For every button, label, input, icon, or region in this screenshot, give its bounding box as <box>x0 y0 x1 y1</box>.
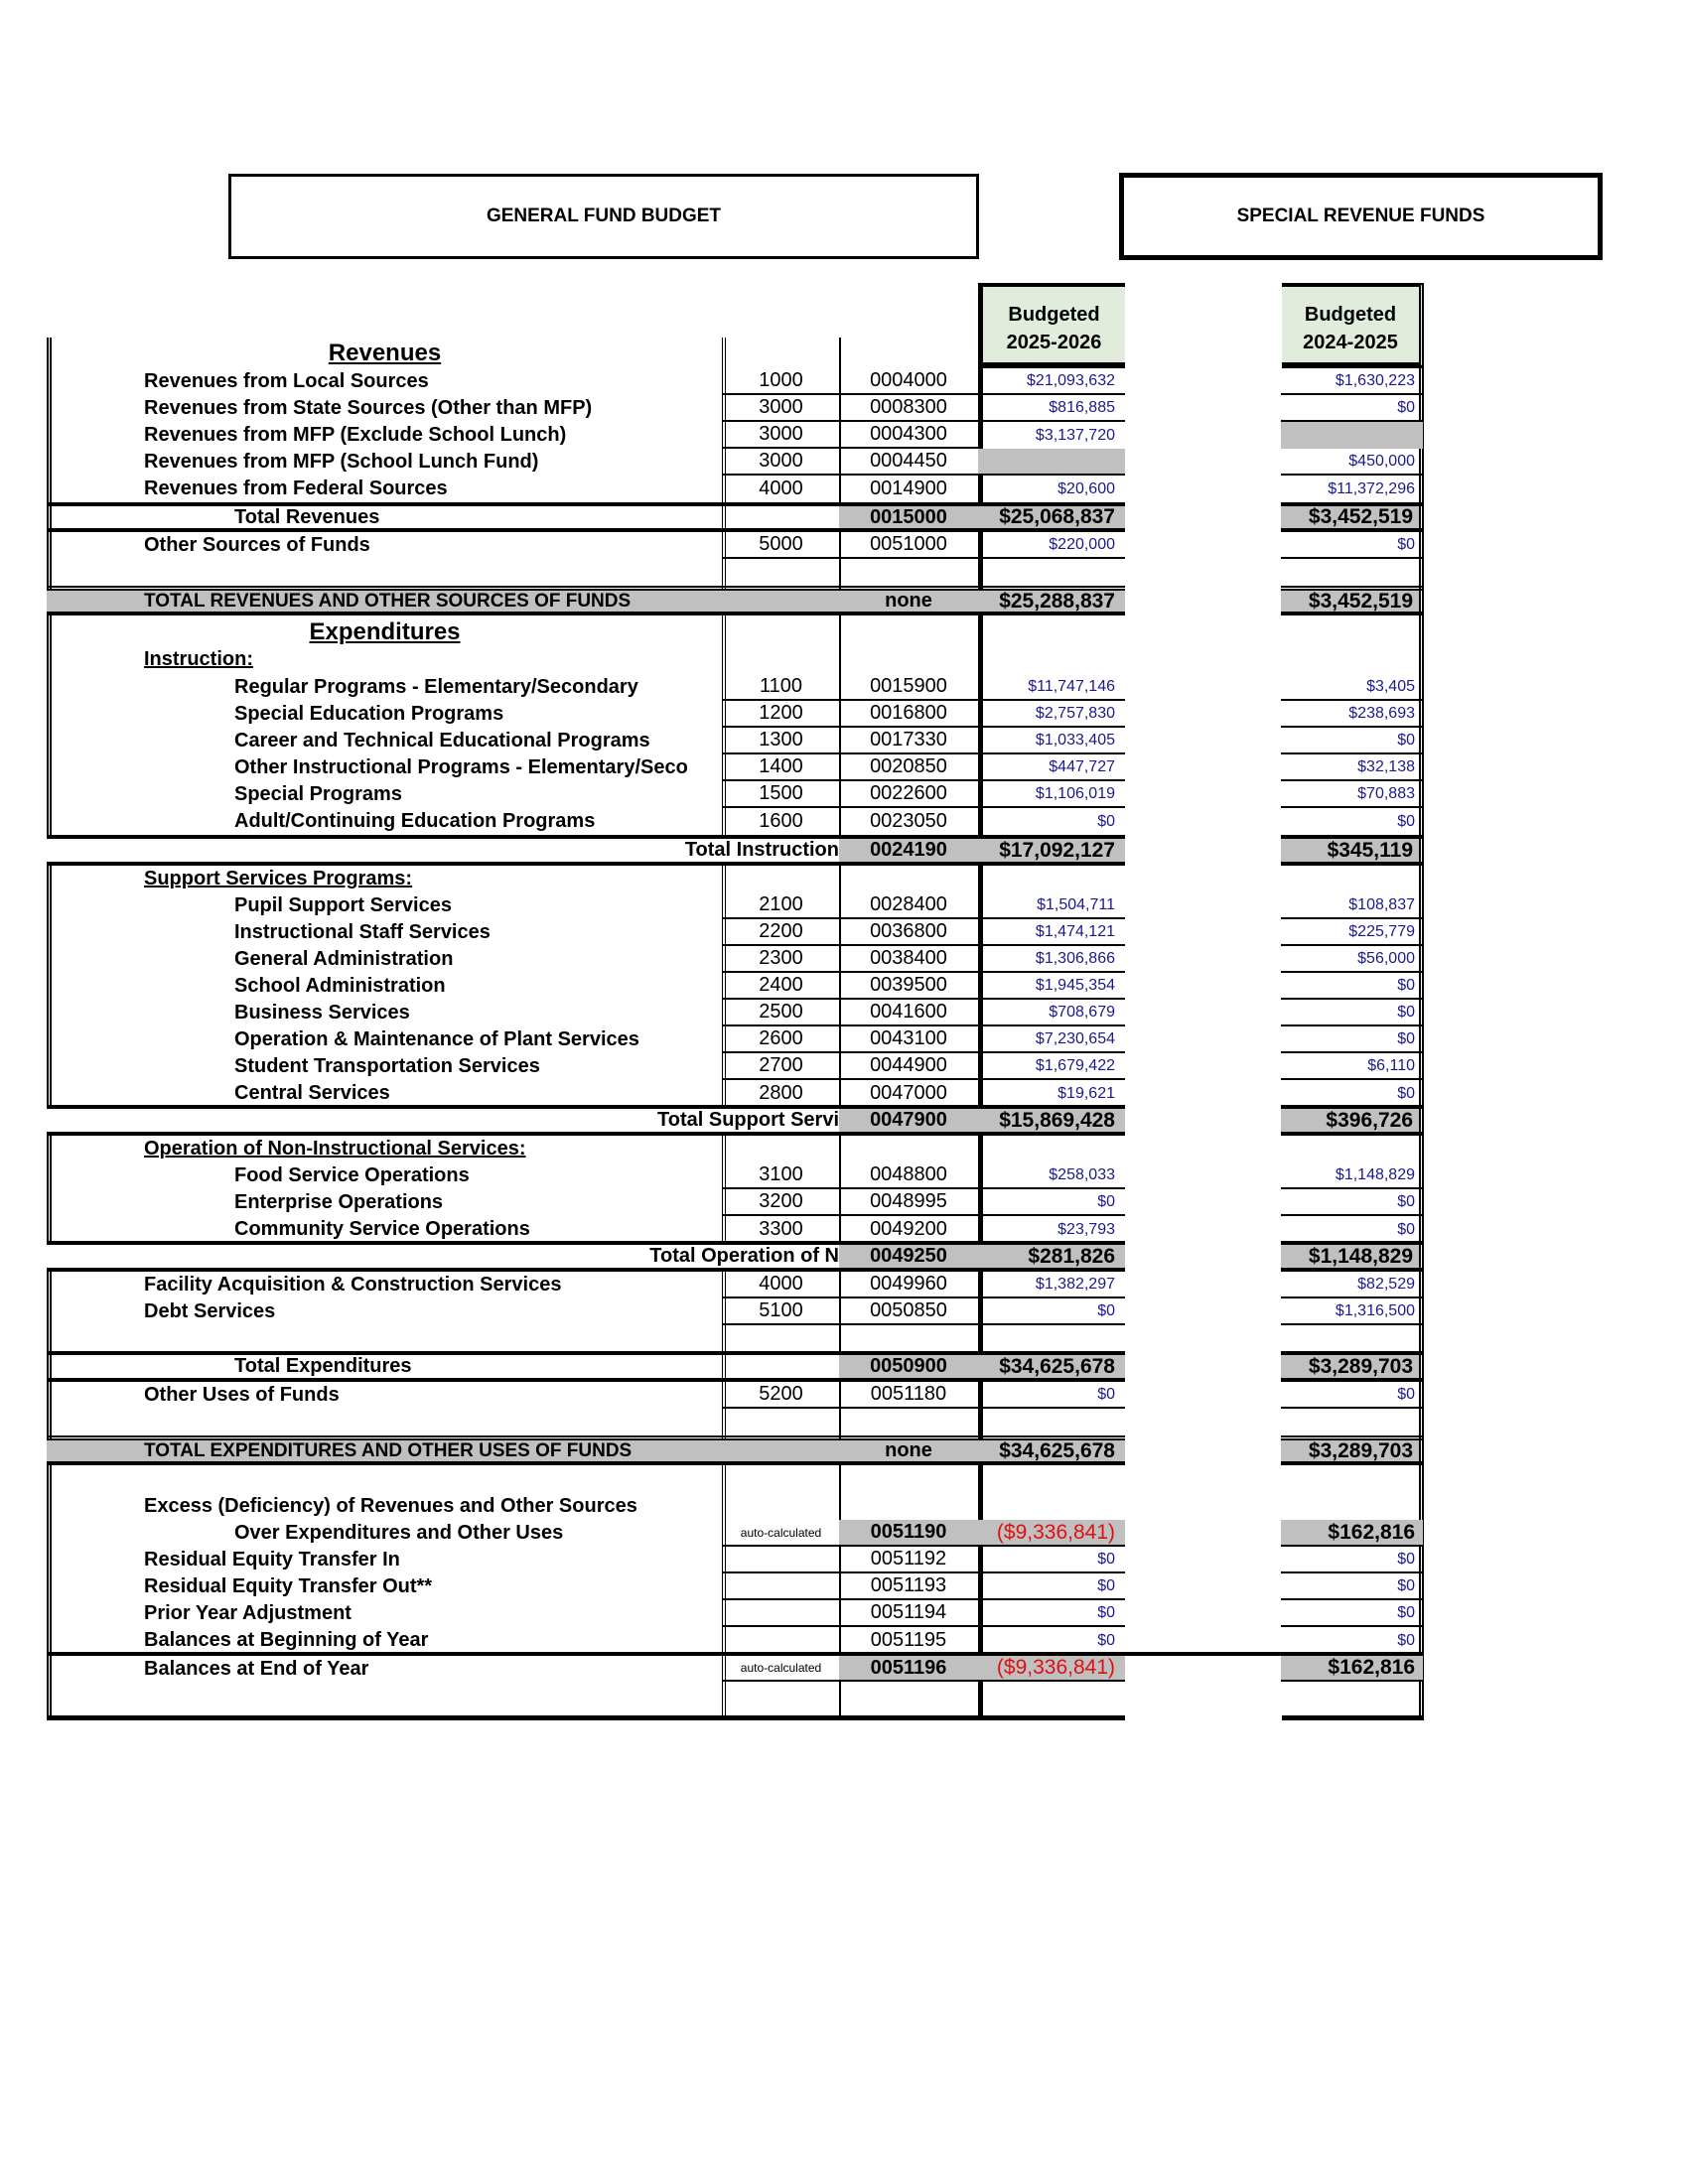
gf-amount[interactable]: $1,306,866 <box>978 946 1125 973</box>
special-revenue-funds-title: SPECIAL REVENUE FUNDS <box>1119 173 1603 260</box>
gf-total: ($9,336,841) <box>978 1520 1125 1547</box>
sr-total: $3,452,519 <box>1281 591 1419 612</box>
total-expenditures-row <box>47 1351 1125 1382</box>
gf-amount[interactable]: $447,727 <box>978 754 1125 781</box>
noninstructional-row <box>47 1216 1423 1243</box>
fund-code <box>723 1600 839 1627</box>
revenue-row <box>47 449 1423 476</box>
gf-amount[interactable]: $708,679 <box>978 1000 1125 1026</box>
support-row <box>47 973 1423 1000</box>
fund-code: 4000 <box>723 1272 839 1298</box>
sr-amount[interactable]: $1,148,829 <box>1281 1162 1423 1189</box>
object-code: 0050900 <box>839 1355 978 1378</box>
sr-amount[interactable]: $1,316,500 <box>1281 1298 1423 1325</box>
fund-code: 1500 <box>723 781 839 808</box>
sr-total: $1,148,829 <box>1281 1245 1419 1268</box>
fund-code: 2200 <box>723 919 839 946</box>
object-code: 0051194 <box>839 1600 978 1627</box>
gf-header-line1: Budgeted <box>1008 304 1100 326</box>
total-support-row <box>47 1105 1125 1136</box>
row-label: Facility Acquisition & Construction Services <box>144 1274 562 1296</box>
sr-amount[interactable]: $82,529 <box>1281 1272 1423 1298</box>
fund-code: 2800 <box>759 1082 803 1104</box>
row-label: Balances at End of Year <box>144 1657 369 1680</box>
row-label: Excess (Deficiency) of Revenues and Other Sources <box>144 1495 637 1517</box>
sr-amount[interactable]: $0 <box>1281 395 1423 422</box>
sr-total: $3,452,519 <box>1281 506 1419 528</box>
fund-code <box>723 1440 839 1461</box>
gf-amount[interactable]: $816,885 <box>978 395 1125 422</box>
row-label: Special Education Programs <box>234 703 504 725</box>
equity-row <box>47 1573 1423 1600</box>
gf-amount[interactable]: $1,382,297 <box>978 1272 1125 1298</box>
row-label: Revenues from State Sources (Other than MFP) <box>144 397 593 419</box>
gf-amount[interactable]: $1,945,354 <box>978 973 1125 1000</box>
instruction-row <box>47 728 1423 754</box>
revenue-row <box>47 395 1423 422</box>
fund-code: 3100 <box>723 1162 839 1189</box>
instruction-row <box>47 808 1423 835</box>
sr-total: $162,816 <box>1281 1520 1423 1547</box>
object-code: 0043100 <box>839 1026 978 1053</box>
sr-amount[interactable]: $0 <box>1281 532 1423 559</box>
row-label: Other Sources of Funds <box>144 534 370 556</box>
instruction-heading: Instruction: <box>144 648 253 670</box>
sr-amount[interactable]: $108,837 <box>1281 892 1423 919</box>
row-label: Career and Technical Educational Programs <box>234 730 650 751</box>
object-code: 0014900 <box>870 478 947 499</box>
sr-total: $345,119 <box>1281 839 1419 862</box>
sr-total: $3,289,703 <box>1281 1355 1419 1378</box>
gf-amount[interactable]: $1,474,121 <box>978 919 1125 946</box>
sr-total-revenues <box>1281 502 1424 532</box>
gf-amount[interactable]: $11,747,146 <box>978 674 1125 701</box>
gf-amount-disabled <box>978 449 1125 476</box>
fund-code: 3000 <box>723 395 839 422</box>
facility-row <box>47 1272 1423 1298</box>
sr-total-noninstructional <box>1281 1241 1424 1272</box>
sr-amount[interactable]: $0 <box>1281 973 1423 1000</box>
instruction-row <box>47 701 1423 728</box>
sr-amount[interactable]: $0 <box>1281 1600 1423 1627</box>
row-label: Prior Year Adjustment <box>144 1602 352 1624</box>
row-label: Residual Equity Transfer Out** <box>144 1575 433 1597</box>
sr-amount[interactable]: $0 <box>1397 812 1415 830</box>
equity-row <box>47 1600 1423 1627</box>
row-label: Adult/Continuing Education Programs <box>234 810 596 832</box>
row-label: Community Service Operations <box>234 1218 530 1240</box>
sr-amount[interactable]: $0 <box>1397 1220 1415 1238</box>
support-row <box>47 1000 1423 1026</box>
object-code: 0049200 <box>870 1218 947 1240</box>
sr-amount[interactable]: $0 <box>1281 1547 1423 1573</box>
row-label: Revenues from Federal Sources <box>144 478 448 499</box>
sr-total-revenues-other <box>1281 586 1424 615</box>
sr-total: $396,726 <box>1281 1109 1419 1132</box>
sr-amount[interactable]: $56,000 <box>1281 946 1423 973</box>
object-code: 0051180 <box>839 1382 978 1409</box>
gf-amount[interactable]: $0 <box>978 1382 1125 1409</box>
row-label: Over Expenditures and Other Uses <box>234 1522 564 1544</box>
auto-calculated-note: auto-calculated <box>723 1656 839 1682</box>
row-label: Enterprise Operations <box>234 1191 444 1213</box>
object-code: 0047000 <box>870 1082 947 1104</box>
row-label: Other Instructional Programs - Elementary/Seco <box>234 756 688 778</box>
fund-code: 1000 <box>723 368 839 395</box>
fund-code: 1400 <box>723 754 839 781</box>
object-code: 0041600 <box>839 1000 978 1026</box>
fund-code: 2100 <box>723 892 839 919</box>
row-label: Total Support Servi <box>47 1109 839 1132</box>
gf-total: $34,625,678 <box>978 1440 1125 1461</box>
revenues-heading: Revenues <box>328 340 442 366</box>
equity-row <box>47 1627 1423 1654</box>
sr-amount[interactable]: $0 <box>1281 1382 1423 1409</box>
sr-amount-disabled <box>1281 422 1423 449</box>
gf-amount[interactable]: $1,679,422 <box>978 1053 1125 1080</box>
fund-code: 3000 <box>723 449 839 476</box>
row-label: School Administration <box>234 975 446 997</box>
revenues-heading-row <box>47 339 723 368</box>
object-code: 0028400 <box>839 892 978 919</box>
fund-code: 5100 <box>723 1298 839 1325</box>
object-code: 0051000 <box>839 532 978 559</box>
noninstructional-row <box>47 1189 1423 1216</box>
row-label: Total Instruction <box>47 839 839 862</box>
row-label: Other Uses of Funds <box>144 1384 340 1406</box>
sr-total: $162,816 <box>1281 1656 1423 1682</box>
gf-amount[interactable]: $0 <box>978 1298 1125 1325</box>
object-code: 0049250 <box>839 1245 978 1268</box>
sr-amount[interactable]: $0 <box>1281 1026 1423 1053</box>
gf-amount[interactable]: $20,600 <box>1057 479 1115 497</box>
sr-header-line2: 2024-2025 <box>1303 332 1398 353</box>
fund-code <box>723 591 839 612</box>
support-row <box>47 892 1423 919</box>
support-row <box>47 1053 1423 1080</box>
sr-amount[interactable]: $6,110 <box>1281 1053 1423 1080</box>
row-label: Residual Equity Transfer In <box>144 1549 400 1570</box>
row-label: Business Services <box>234 1002 410 1024</box>
gf-amount[interactable]: $0 <box>978 1547 1125 1573</box>
expenditures-heading: Expenditures <box>309 618 461 645</box>
instruction-row <box>47 754 1423 781</box>
object-code: 0017330 <box>839 728 978 754</box>
gf-header-line2: 2025-2026 <box>1006 332 1102 353</box>
total-exp-other-uses-row <box>47 1435 1125 1465</box>
fund-code: 1200 <box>723 701 839 728</box>
row-label: Regular Programs - Elementary/Secondary <box>234 676 638 698</box>
row-label: Student Transportation Services <box>234 1055 540 1077</box>
sr-amount[interactable]: $3,405 <box>1281 674 1423 701</box>
object-code: 0048995 <box>839 1189 978 1216</box>
object-code: 0051190 <box>839 1520 978 1547</box>
instruction-row <box>47 674 1423 701</box>
other-uses-row <box>47 1382 1423 1409</box>
object-code: 0008300 <box>839 395 978 422</box>
sr-amount[interactable]: $450,000 <box>1281 449 1423 476</box>
row-label: Revenues from MFP (School Lunch Fund) <box>144 451 539 473</box>
fund-code: 2700 <box>723 1053 839 1080</box>
other-sources-row <box>47 532 1423 559</box>
object-code: 0047900 <box>839 1109 978 1132</box>
gf-amount[interactable]: $1,504,711 <box>978 892 1125 919</box>
expenditures-heading-row <box>47 617 723 647</box>
gf-total: $281,826 <box>978 1245 1125 1268</box>
general-fund-budget-title: GENERAL FUND BUDGET <box>228 174 979 259</box>
fund-code: 2600 <box>723 1026 839 1053</box>
support-row <box>47 919 1423 946</box>
excess-label-row <box>47 1493 723 1520</box>
sr-amount[interactable]: $238,693 <box>1281 701 1423 728</box>
sr-amount[interactable]: $0 <box>1397 1631 1415 1649</box>
fund-code <box>723 1573 839 1600</box>
gf-total: $15,869,428 <box>978 1109 1125 1132</box>
noninstructional-heading-row <box>47 1136 723 1162</box>
row-label: Central Services <box>234 1082 390 1104</box>
object-code: 0051192 <box>839 1547 978 1573</box>
object-code: 0015900 <box>839 674 978 701</box>
instruction-row <box>47 781 1423 808</box>
debt-row <box>47 1298 1423 1325</box>
gf-amount[interactable]: $2,757,830 <box>978 701 1125 728</box>
gf-amount[interactable]: $7,230,654 <box>978 1026 1125 1053</box>
gf-total: $17,092,127 <box>978 839 1125 862</box>
gf-total: ($9,336,841) <box>978 1656 1125 1682</box>
row-label: Special Programs <box>234 783 402 805</box>
gf-amount[interactable]: $1,106,019 <box>978 781 1125 808</box>
fund-code: 2300 <box>723 946 839 973</box>
gf-amount[interactable]: $23,793 <box>1057 1220 1115 1238</box>
row-label: Revenues from Local Sources <box>144 370 429 392</box>
sr-budget-column-header <box>1282 283 1424 368</box>
sr-amount[interactable]: $11,372,296 <box>1328 479 1415 497</box>
row-label: Food Service Operations <box>234 1164 470 1186</box>
row-label: General Administration <box>234 948 454 970</box>
gf-total: $25,288,837 <box>978 591 1125 612</box>
sr-amount[interactable]: $0 <box>1281 1189 1423 1216</box>
fund-code: 5000 <box>723 532 839 559</box>
object-code: 0050850 <box>839 1298 978 1325</box>
sr-amount[interactable]: $0 <box>1281 728 1423 754</box>
sr-total: $3,289,703 <box>1281 1440 1419 1461</box>
gf-amount[interactable]: $19,621 <box>1057 1084 1115 1102</box>
support-row <box>47 946 1423 973</box>
object-code: none <box>839 1440 978 1461</box>
instruction-heading-row <box>47 646 723 673</box>
sr-amount[interactable]: $32,138 <box>1281 754 1423 781</box>
auto-calculated-note: auto-calculated <box>723 1520 839 1547</box>
fund-code: 5200 <box>723 1382 839 1409</box>
fund-code: 1300 <box>723 728 839 754</box>
sr-total-support <box>1281 1105 1424 1136</box>
sr-total-instruction <box>1281 835 1424 866</box>
fund-code: 2400 <box>723 973 839 1000</box>
row-label: Total Expenditures <box>234 1355 412 1377</box>
row-label: Debt Services <box>144 1300 276 1322</box>
object-code: 0004000 <box>839 368 978 395</box>
fund-code: 3000 <box>723 422 839 449</box>
gf-total: $25,068,837 <box>978 506 1125 528</box>
support-row <box>47 1080 1423 1107</box>
noninstructional-row <box>47 1162 1423 1189</box>
object-code: 0036800 <box>839 919 978 946</box>
revenue-row <box>47 368 1423 395</box>
object-code: 0015000 <box>839 506 978 528</box>
object-code: 0004300 <box>839 422 978 449</box>
table-bottom-border <box>47 1715 1125 1720</box>
row-label: Revenues from MFP (Exclude School Lunch) <box>144 424 567 446</box>
row-label: TOTAL REVENUES AND OTHER SOURCES OF FUNDS <box>47 591 723 612</box>
object-code: 0049960 <box>839 1272 978 1298</box>
total-noninstructional-row <box>47 1241 1125 1272</box>
gf-total: $34,625,678 <box>978 1355 1125 1378</box>
gf-amount[interactable]: $21,093,632 <box>978 368 1125 395</box>
equity-row <box>47 1547 1423 1573</box>
fund-code: 3200 <box>723 1189 839 1216</box>
fund-code: 2500 <box>723 1000 839 1026</box>
support-heading: Support Services Programs: <box>144 868 413 889</box>
gf-amount[interactable]: $0 <box>978 1189 1125 1216</box>
row-label: Pupil Support Services <box>234 894 452 916</box>
row-label: Operation & Maintenance of Plant Services <box>234 1028 639 1050</box>
row-label: Total Operation of N <box>47 1245 839 1268</box>
gf-amount[interactable]: $3,137,720 <box>1035 426 1115 444</box>
fund-code: 1100 <box>723 674 839 701</box>
object-code: 0051196 <box>839 1656 978 1682</box>
sr-total-exp-other <box>1281 1435 1424 1465</box>
object-code: 0004450 <box>839 449 978 476</box>
revenue-row <box>47 422 1423 449</box>
support-heading-row <box>47 866 723 892</box>
sr-header-line1: Budgeted <box>1304 304 1397 326</box>
object-code: 0038400 <box>839 946 978 973</box>
total-instruction-row <box>47 835 1125 866</box>
sr-amount[interactable]: $0 <box>1281 1000 1423 1026</box>
gf-amount[interactable]: $220,000 <box>978 532 1125 559</box>
sr-amount[interactable]: $1,630,223 <box>1281 368 1423 395</box>
sr-bottom-border <box>1282 1715 1424 1720</box>
object-code: 0024190 <box>839 839 978 862</box>
gf-amount[interactable]: $0 <box>978 1600 1125 1627</box>
row-label: Instructional Staff Services <box>234 921 491 943</box>
excess-row <box>47 1520 1423 1547</box>
sr-amount[interactable]: $0 <box>1281 1573 1423 1600</box>
sr-total-expenditures <box>1281 1351 1424 1382</box>
gf-amount[interactable]: $1,033,405 <box>978 728 1125 754</box>
noninstructional-heading: Operation of Non-Instructional Services: <box>144 1138 526 1160</box>
revenue-row <box>47 476 1423 502</box>
fund-code: 4000 <box>759 478 803 499</box>
gf-amount[interactable]: $0 <box>1097 812 1115 830</box>
fund-code: 3300 <box>759 1218 803 1240</box>
object-code: 0022600 <box>839 781 978 808</box>
object-code: 0020850 <box>839 754 978 781</box>
sr-amount[interactable]: $0 <box>1397 1084 1415 1102</box>
object-code: 0016800 <box>839 701 978 728</box>
fund-code <box>723 1627 839 1654</box>
row-label: Balances at Beginning of Year <box>144 1629 429 1651</box>
row-label: Total Revenues <box>234 506 380 528</box>
gf-amount[interactable]: $0 <box>1097 1631 1115 1649</box>
end-balance-row <box>47 1652 1423 1682</box>
total-revenues-row <box>47 502 1125 532</box>
fund-code <box>723 1547 839 1573</box>
object-code: 0023050 <box>870 810 947 832</box>
gf-amount[interactable]: $258,033 <box>978 1162 1125 1189</box>
gf-amount[interactable]: $0 <box>978 1573 1125 1600</box>
object-code: 0044900 <box>839 1053 978 1080</box>
sr-amount[interactable]: $70,883 <box>1281 781 1423 808</box>
fund-code: 1600 <box>759 810 803 832</box>
object-code: none <box>839 591 978 612</box>
object-code: 0048800 <box>839 1162 978 1189</box>
object-code: 0039500 <box>839 973 978 1000</box>
sr-amount[interactable]: $225,779 <box>1281 919 1423 946</box>
object-code: 0051193 <box>839 1573 978 1600</box>
object-code: 0051195 <box>870 1629 947 1651</box>
gf-budget-column-header <box>978 283 1125 368</box>
support-row <box>47 1026 1423 1053</box>
row-label: TOTAL EXPENDITURES AND OTHER USES OF FUNDS <box>47 1440 723 1461</box>
total-revenues-other-sources-row <box>47 586 1125 615</box>
